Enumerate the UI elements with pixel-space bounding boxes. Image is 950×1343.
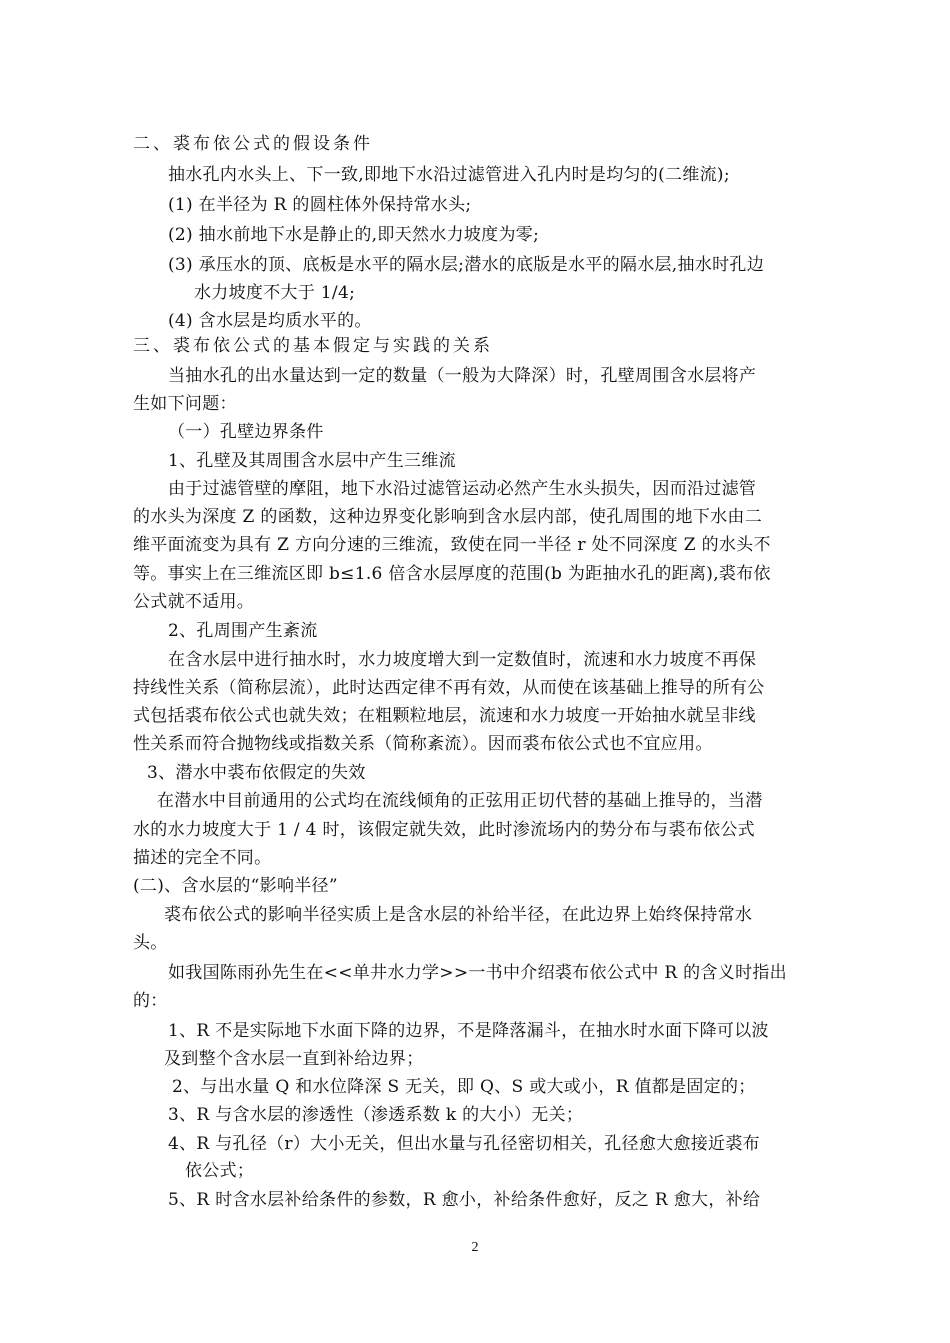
section-heading: 二、裘布依公式的假设条件 bbox=[133, 134, 373, 154]
paragraph-line: 性关系而符合抛物线或指数关系（简称紊流）。因而裘布依公式也不宜应用。 bbox=[133, 734, 713, 754]
list-item: (2) 抽水前地下水是静止的,即天然水力坡度为零; bbox=[168, 225, 540, 245]
paragraph-line: 的水头为深度 Z 的函数，这种边界变化影响到含水层内部，使孔周围的地下水由二 bbox=[133, 507, 763, 527]
paragraph-line: 在含水层中进行抽水时，水力坡度增大到一定数值时，流速和水力坡度不再保 bbox=[168, 650, 757, 670]
list-item: (4) 含水层是均质水平的。 bbox=[168, 311, 372, 331]
list-item: (3) 承压水的顶、底板是水平的隔水层;潜水的底版是水平的隔水层,抽水时孔边 bbox=[168, 255, 765, 275]
paragraph-line: 等。事实上在三维流区即 b≤1.6 倍含水层厚度的范围(b 为距抽水孔的距离),裘布依 bbox=[133, 564, 771, 584]
paragraph-line: 头。 bbox=[133, 933, 168, 953]
list-item: 5、R 时含水层补给条件的参数，R 愈小，补给条件愈好，反之 R 愈大，补给 bbox=[168, 1190, 761, 1210]
paragraph-line: 水的水力坡度大于 1 / 4 时，该假定就失效，此时渗流场内的势分布与裘布依公式 bbox=[133, 820, 755, 840]
page-number: 2 bbox=[471, 1240, 479, 1255]
subsection-title: 3、潜水中裘布依假定的失效 bbox=[147, 763, 366, 783]
paragraph-line: 当抽水孔的出水量达到一定的数量（一般为大降深）时，孔壁周围含水层将产 bbox=[168, 366, 757, 386]
paragraph-line: 在潜水中目前通用的公式均在流线倾角的正弦用正切代替的基础上推导的，当潜 bbox=[157, 791, 763, 811]
list-item: 3、R 与含水层的渗透性（渗透系数 k 的大小）无关； bbox=[168, 1105, 584, 1125]
subsection-title: 2、孔周围产生紊流 bbox=[168, 621, 318, 641]
paragraph-line: 描述的完全不同。 bbox=[133, 848, 272, 868]
paragraph-line: 的： bbox=[133, 991, 168, 1011]
paragraph-line: 公式就不适用。 bbox=[133, 592, 255, 612]
list-item-continuation: 水力坡度不大于 1/4; bbox=[194, 283, 356, 303]
paragraph-line: 维平面流变为具有 Z 方向分速的三维流，致使在同一半径 r 处不同深度 Z 的水头不 bbox=[133, 535, 771, 555]
paragraph-line: 裘布依公式的影响半径实质上是含水层的补给半径，在此边界上始终保持常水 bbox=[164, 905, 753, 925]
list-item: 1、R 不是实际地下水面下降的边界，不是降落漏斗，在抽水时水面下降可以波 bbox=[168, 1021, 769, 1041]
list-item-continuation: 依公式； bbox=[185, 1161, 255, 1181]
paragraph-line: 式包括裘布依公式也就失效；在粗颗粒地层，流速和水力坡度一开始抽水就呈非线 bbox=[133, 706, 756, 726]
paragraph-line: 持线性关系（简称层流），此时达西定律不再有效，从而使在该基础上推导的所有公 bbox=[133, 678, 765, 698]
subsection-title: (二)、含水层的“影响半径” bbox=[133, 876, 338, 896]
paragraph-line: 由于过滤管壁的摩阻，地下水沿过滤管运动必然产生水头损失，因而沿过滤管 bbox=[168, 479, 757, 499]
list-item: 4、R 与孔径（r）大小无关，但出水量与孔径密切相关，孔径愈大愈接近裘布 bbox=[168, 1134, 760, 1154]
list-item: 2、与出水量 Q 和水位降深 S 无关，即 Q、S 或大或小，R 值都是固定的； bbox=[172, 1077, 756, 1097]
section-heading: 三、裘布依公式的基本假定与实践的关系 bbox=[133, 336, 493, 356]
list-item: (1) 在半径为 R 的圆柱体外保持常水头; bbox=[168, 195, 472, 215]
paragraph-line: 生如下问题： bbox=[133, 394, 237, 414]
paragraph-line: 如我国陈雨孙先生在<<单井水力学>>一书中介绍裘布依公式中 R 的含义时指出 bbox=[168, 963, 787, 983]
list-item-continuation: 及到整个含水层一直到补给边界； bbox=[164, 1049, 424, 1069]
subsection-title: 1、孔壁及其周围含水层中产生三维流 bbox=[168, 451, 456, 471]
subsection-title: （一）孔壁边界条件 bbox=[168, 422, 324, 442]
paragraph-line: 抽水孔内水头上、下一致,即地下水沿过滤管进入孔内时是均匀的(二维流); bbox=[168, 165, 730, 185]
